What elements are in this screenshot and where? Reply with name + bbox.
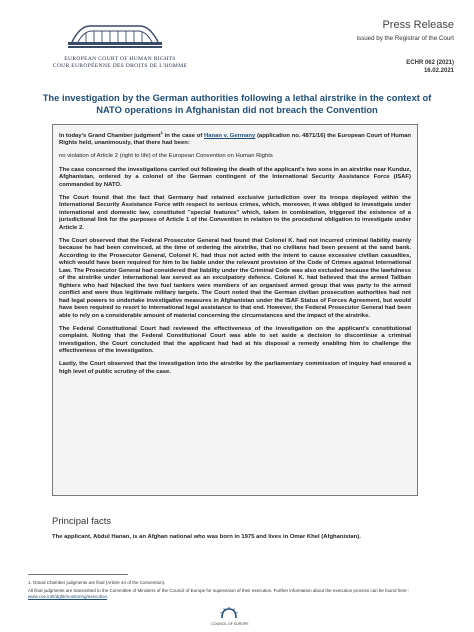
summary-paragraph-6: Lastly, the Court observed that the investigation into the airstrike by the parliamentary commission of inquiry had ensured a high level of public scrutiny of the case. <box>59 361 411 375</box>
footnote-divider <box>28 574 128 575</box>
case-of-text: in the case of <box>162 132 204 139</box>
summary-paragraph-2: The case concerned the investigations carried out following the death of the applicant's two sons in an airstrike near Kunduz, Afghanistan, ordered by a colonel of the German contingent of the International Security Assistance Force (ISAF) commanded by NATO. <box>59 166 411 188</box>
footnote-marker: 1 <box>160 130 163 135</box>
summary-paragraph-4: The Court observed that the Federal Prosecutor General had found that Colonel K. had not incurred criminal liability mainly because he had been convinced, at the time of ordering the airstrike, that no civilians had been present at the sand bank. According to the Prosecutor General, Colonel K. had thus not acted with the intent to cause excessive civilian casualties, which would have been required for him to be liable under the relevant provision of the Code of Crimes against International Law. The Prosecutor General had considered that liability under the Criminal Code was also excluded because the lawfulness of the airstrike under international law served as an exculpatory defence. Colonel K. had believed that the armed Taliban fighters who had hijacked the two fuel tankers were members of an organised armed group that was party to the armed conflict and were thus legitimate military targets. The Court noted that the German civilian prosecution authorities had not had legal powers to undertake investigative measures in Afghanistan under the ISAF Status of Forces Agreement, but would have been required to resort to international legal assistance to that end. However, the Federal Prosecutor General had been able to rely on a considerable amount of material concerning the circumstances and the impact of the airstrike. <box>59 237 411 319</box>
headline: The investigation by the German authorities following a lethal airstrike in the context of NATO operations in Afghanistan did not breach the Convention <box>42 92 432 116</box>
principal-facts-heading: Principal facts <box>52 516 112 527</box>
footnote-1: 1. Grand Chamber judgments are final (Article 44 of the Convention). <box>28 580 166 585</box>
grand-chamber-text: Grand Chamber <box>87 132 133 139</box>
footnotes <box>28 580 448 602</box>
violation-statement: no violation of Article 2 (right to life) of the European Convention on Human Rights <box>59 153 273 160</box>
council-of-europe-logo <box>218 606 240 620</box>
press-release-title: Press Release <box>382 19 454 31</box>
court-name-english: EUROPEAN COURT OF HUMAN RIGHTS <box>64 56 176 62</box>
intro-continuation: (application no. 4871/16) the European Court of Human Rights held, unanimously, that there had been: <box>59 132 411 147</box>
court-name-french: COUR EUROPÉENNE DES DROITS DE L'HOMME <box>52 63 188 69</box>
footnote-2 <box>28 588 448 600</box>
execution-link[interactable]: www.coe.int/t/dghl/monitoring/execution <box>28 594 108 599</box>
principal-facts-text: The applicant, Abdul Hanan, is an Afghan national who was born in 1975 and lives in Omar Khel (Afghanistan). <box>52 534 361 540</box>
council-of-europe-label: COUNCIL OF EUROPE <box>211 622 249 626</box>
intro-text: In today's <box>59 132 88 139</box>
summary-paragraph-3: The Court found that the fact that Germany had retained exclusive jurisdiction over its troops deployed within the International Security Assistance Force with respect to serious crimes, which, moreover, it was obliged to investigate under international and domestic law, constituted "special features" which, taken in combination, triggered the existence of a jurisdictional link for the purposes of Article 1 of the Convention in relation to the procedural obligation to investigate under Article 2. <box>59 194 411 231</box>
release-date: 16.02.2021 <box>423 68 454 74</box>
footnote-2-end: . <box>107 594 109 599</box>
summary-paragraph-5: The Federal Constitutional Court had reviewed the effectiveness of the investigation on the applicant's constitutional complaint. Noting that the Federal Constitutional Court was able to set aside a decision to discontinue a criminal investigation, the Court concluded that the applicant had had at his disposal a remedy enabling him to challenge the effectiveness of the investigation. <box>59 325 411 355</box>
footnote-2-text: All final judgments are transmitted to the Committee of Ministers of the Council of Europe for supervision of their execution. Further information about the execution process can be found here : <box>28 588 410 593</box>
court-building-logo <box>60 22 170 52</box>
reference-number: ECHR 062 (2021) <box>406 60 454 66</box>
judgment-text: judgment <box>132 132 161 139</box>
summary-intro <box>59 129 411 148</box>
press-release-subtitle: issued by the Registrar of the Court <box>356 35 454 42</box>
case-link[interactable]: Hanan v. Germany <box>203 132 256 139</box>
summary-box <box>52 124 418 496</box>
